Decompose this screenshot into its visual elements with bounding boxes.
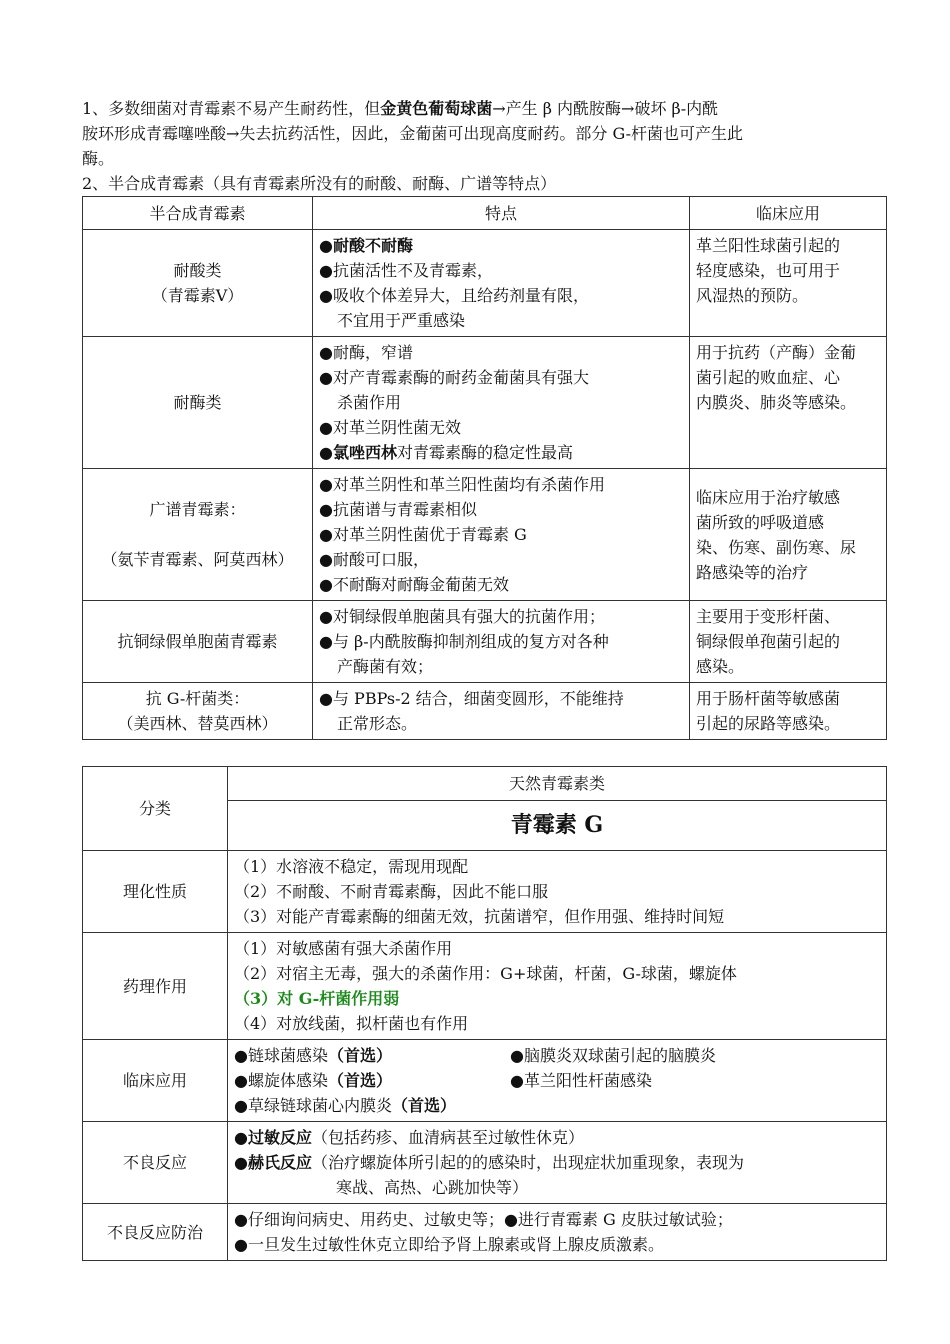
intro-section [82,96,886,196]
table1-row-acid-resistant [83,230,887,337]
table2-category-label: 分类 [83,767,228,851]
row-label-cell: 临床应用 [83,1040,228,1122]
row-features-cell: ●与 PBPs-2 结合，细菌变圆形，不能维持 正常形态。 [313,683,690,740]
semisynthetic-penicillin-table [82,196,887,740]
table2-drug-name: 青霉素 G [228,801,887,851]
row-class-cell: 耐酶类 [83,337,313,469]
row-class-cell: 耐酸类 （青霉素Ⅴ） [83,230,313,337]
intro-paragraph-1-end: 酶。 [82,149,115,168]
table1-row-anti-gram-negative [83,683,887,740]
intro-bold-term: 金黄色葡萄球菌 [380,99,493,118]
intro-paragraph-1-cont: 胺环形成青霉噻唑酸→失去抗药活性，因此，金葡菌可出现高度耐药。部分 G-杆菌也可产生此 [82,124,743,143]
document-page [82,96,886,1261]
table2-row-adverse [83,1122,887,1204]
row-class-cell: 抗 G-杆菌类： （美西林、替莫西林） [83,683,313,740]
row-clinical-cell: 革兰阳性球菌引起的 轻度感染，也可用于 风湿热的预防。 [690,230,887,337]
row-label-cell: 理化性质 [83,851,228,933]
row-clinical-cell: 临床应用于治疗敏感 菌所致的呼吸道感 染、伤寒、副伤寒、尿 路感染等的治疗 [690,469,887,601]
table1-row-broad-spectrum [83,469,887,601]
table2-row-prevention [83,1204,887,1261]
row-features-cell: ●耐酶，窄谱 ●对产青霉素酶的耐药金葡菌具有强大 杀菌作用 ●对革兰阴性菌无效 ●氯唑西林对青霉素酶的稳定性最高 [313,337,690,469]
table1-header-clinical: 临床应用 [690,197,887,230]
row-content-cell: （1）对敏感菌有强大杀菌作用 （2）对宿主无毒，强大的杀菌作用：G+球菌，杆菌，G-球菌，螺旋体 （3）对 G-杆菌作用弱 （4）对放线菌，拟杆菌也有作用 [228,933,887,1040]
row-content-cell: （1）水溶液不稳定，需现用现配 （2）不耐酸、不耐青霉素酶，因此不能口服 （3）对能产青霉素酶的细菌无效，抗菌谱窄，但作用强、维持时间短 [228,851,887,933]
row-label-cell: 不良反应防治 [83,1204,228,1261]
table2-row-pharmacology [83,933,887,1040]
table1-row-anti-pseudomonas [83,601,887,683]
table1-header-row [83,197,887,230]
intro-paragraph-2: 2、半合成青霉素（具有青霉素所没有的耐酸、耐酶、广谱等特点） [82,174,557,193]
row-features-cell: ●耐酸不耐酶 ●抗菌活性不及青霉素， ●吸收个体差异大，且给药剂量有限， 不宜用于严重感染 [313,230,690,337]
row-content-cell: ●过敏反应（包括药疹、血清病甚至过敏性休克） ●赫氏反应（治疗螺旋体所引起的的感染时，出现症状加重现象，表现为 寒战、高热、心跳加快等） [228,1122,887,1204]
row-features-cell: ●对铜绿假单胞菌具有强大的抗菌作用； ●与 β-内酰胺酶抑制剂组成的复方对各种 产酶菌有效； [313,601,690,683]
table1-header-class: 半合成青霉素 [83,197,313,230]
table1-row-enzyme-resistant [83,337,887,469]
table2-row-properties [83,851,887,933]
row-content-cell: ●链球菌感染（首选） ●脑膜炎双球菌引起的脑膜炎 ●螺旋体感染（首选） ●革兰阳性杆菌感染 ●草绿链球菌心内膜炎（首选） [228,1040,887,1122]
row-clinical-cell: 用于抗药（产酶）金葡 菌引起的败血症、心 内膜炎、肺炎等感染。 [690,337,887,469]
row-class-cell: 抗铜绿假单胞菌青霉素 [83,601,313,683]
table1-header-features: 特点 [313,197,690,230]
highlight-green-text: （3）对 G-杆菌作用弱 [234,989,400,1008]
row-label-cell: 不良反应 [83,1122,228,1204]
row-clinical-cell: 主要用于变形杆菌、 铜绿假单孢菌引起的 感染。 [690,601,887,683]
row-class-cell: 广谱青霉素： （氨苄青霉素、阿莫西林） [83,469,313,601]
row-features-cell: ●对革兰阴性和革兰阳性菌均有杀菌作用 ●抗菌谱与青霉素相似 ●对革兰阴性菌优于青霉素 G ●耐酸可口服， ●不耐酶对耐酶金葡菌无效 [313,469,690,601]
table2-row-clinical [83,1040,887,1122]
natural-penicillin-table [82,766,887,1261]
intro-paragraph-1: 1、多数细菌对青霉素不易产生耐药性，但金黄色葡萄球菌→产生 β 内酰胺酶→破坏 β-内酰 [82,99,719,118]
row-label-cell: 药理作用 [83,933,228,1040]
row-clinical-cell: 用于肠杆菌等敏感菌 引起的尿路等感染。 [690,683,887,740]
table2-natural-label: 天然青霉素类 [228,767,887,801]
row-content-cell: ●仔细询问病史、用药史、过敏史等；●进行青霉素 G 皮肤过敏试验； ●一旦发生过敏性休克立即给予肾上腺素或肾上腺皮质激素。 [228,1204,887,1261]
